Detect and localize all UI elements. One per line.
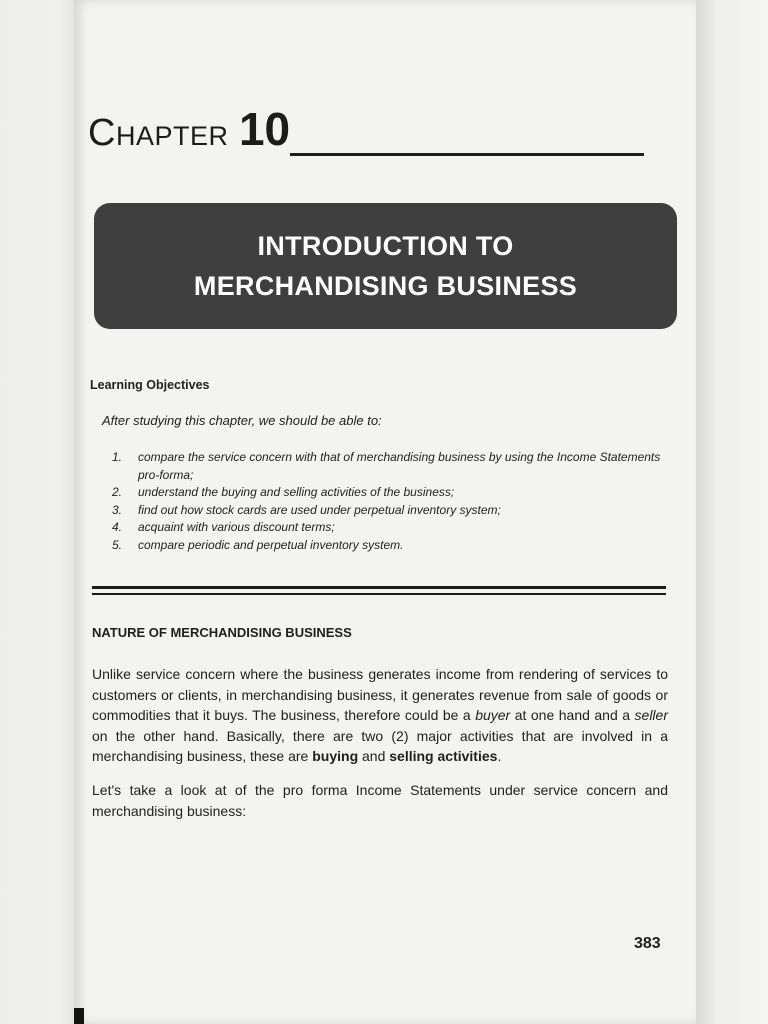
section-divider-top bbox=[92, 586, 666, 589]
learning-objectives-intro: After studying this chapter, we should be able to: bbox=[102, 413, 382, 428]
page-number: 383 bbox=[634, 935, 661, 952]
body-paragraph-2: Let's take a look at of the pro forma Income Statements under service concern and merchandising business: bbox=[92, 782, 668, 819]
chapter-label: CHAPTER bbox=[88, 112, 229, 154]
learning-objectives-list bbox=[112, 449, 672, 554]
body-paragraph-1: Unlike service concern where the business generates income from rendering of services to customers or clients, in merchandising business, it generates revenue from sale of goods or commodities that it buys. The business, therefore could be a buyer at one hand and a seller on the other hand. Basically, there are two (2) major activities that are involved in a merchandising business, these are buying and selling activities. bbox=[92, 666, 668, 764]
chapter-number: 10 bbox=[238, 103, 291, 155]
chapter-title-line-1: INTRODUCTION TO bbox=[257, 231, 514, 261]
chapter-underline bbox=[290, 153, 644, 156]
learning-objectives-heading: Learning Objectives bbox=[90, 378, 210, 392]
list-item: 3. find out how stock cards are used under perpetual inventory system; bbox=[112, 502, 501, 517]
list-item: 4. acquaint with various discount terms; bbox=[112, 520, 335, 534]
scan-corner-shadow bbox=[74, 1008, 84, 1024]
list-item: 2. understand the buying and selling activities of the business; bbox=[112, 485, 455, 499]
section-divider-bottom bbox=[92, 593, 666, 595]
section-heading: NATURE OF MERCHANDISING BUSINESS bbox=[92, 625, 352, 640]
list-item: 5. compare periodic and perpetual inventory system. bbox=[112, 537, 404, 552]
scan-right-margin bbox=[696, 0, 768, 1024]
list-item: 1. compare the service concern with that of merchandising business by using the Income Statements pro-forma; bbox=[112, 450, 661, 482]
chapter-title-line-2: MERCHANDISING BUSINESS bbox=[193, 271, 578, 301]
chapter-title-banner bbox=[94, 203, 677, 329]
scan-left-margin bbox=[0, 0, 74, 1024]
chapter-heading bbox=[88, 102, 290, 156]
